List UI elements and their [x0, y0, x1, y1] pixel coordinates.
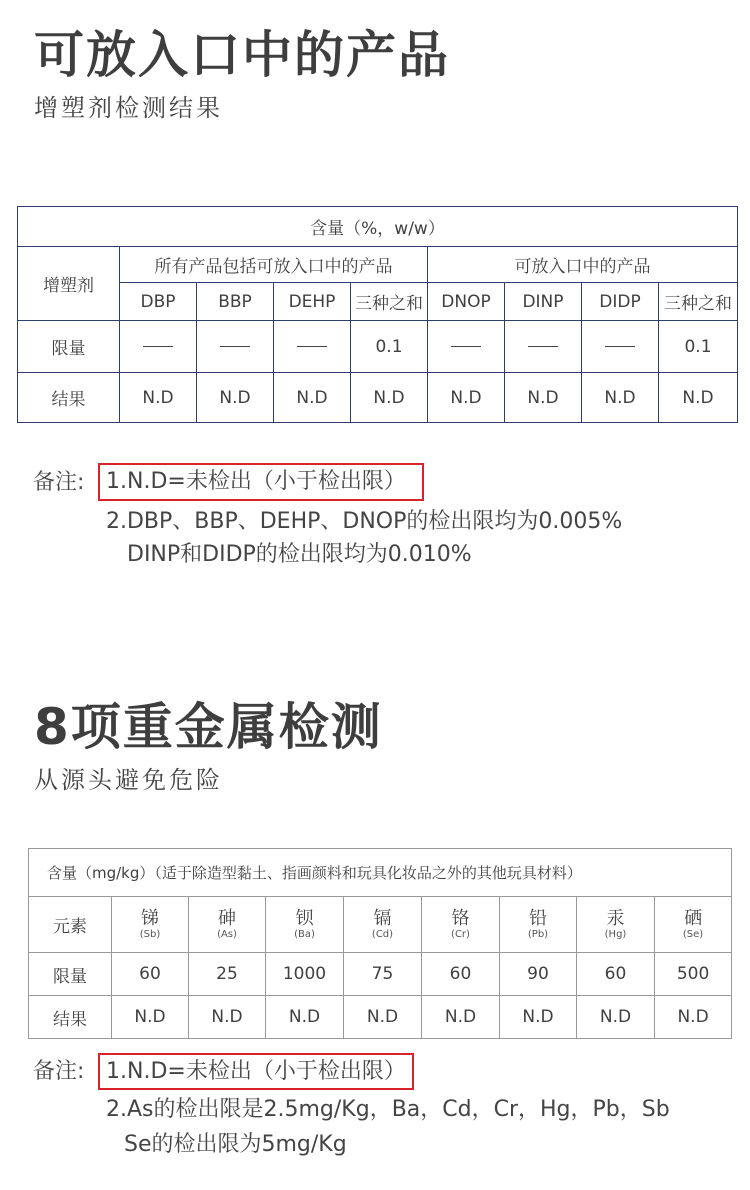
result-cell: N.D: [344, 996, 422, 1039]
column-header: 三种之和: [659, 283, 738, 321]
element-cell: [422, 897, 500, 953]
element-name: 汞: [606, 907, 625, 929]
row-label-limit: 限量: [29, 953, 112, 996]
element-cell: [655, 897, 732, 953]
element-name: 钡: [295, 907, 314, 929]
limit-cell: 0.1: [351, 321, 428, 373]
limit-cell: 60: [422, 953, 500, 996]
row-label-plasticizer: 增塑剂: [18, 247, 120, 321]
element-symbol: (Ba): [294, 928, 315, 940]
note-label: 备注:: [33, 470, 85, 495]
result-cell: N.D: [500, 996, 577, 1039]
limit-cell: [120, 321, 197, 373]
result-cell: N.D: [655, 996, 732, 1039]
column-header: DBP: [120, 283, 197, 321]
table-header: 含量（mg/kg）（适于除造型黏土、指画颜料和玩具化妆品之外的其他玩具材料）: [29, 849, 732, 897]
dash-mark: [451, 346, 481, 348]
element-cell: [577, 897, 655, 953]
column-header: DEHP: [274, 283, 351, 321]
column-header: DINP: [505, 283, 582, 321]
result-cell: N.D: [422, 996, 500, 1039]
dash-mark: [143, 346, 173, 348]
element-name: 铬: [451, 907, 470, 929]
column-header: DNOP: [428, 283, 505, 321]
column-header: DIDP: [582, 283, 659, 321]
note-label: 备注:: [33, 1059, 85, 1084]
group-all-products: 所有产品包括可放入口中的产品: [120, 247, 428, 283]
limit-cell: 25: [189, 953, 266, 996]
result-cell: N.D: [266, 996, 344, 1039]
result-cell: N.D: [577, 996, 655, 1039]
limit-cell: [428, 321, 505, 373]
dash-mark: [220, 346, 250, 348]
element-symbol: (Cd): [371, 928, 394, 940]
section1-subtitle: 增塑剂检测结果: [34, 94, 223, 122]
element-symbol: (As): [217, 928, 237, 940]
result-cell: N.D: [428, 373, 505, 423]
row-label-result: 结果: [29, 996, 112, 1039]
result-cell: N.D: [197, 373, 274, 423]
column-header: 三种之和: [351, 283, 428, 321]
limit-cell: 90: [500, 953, 577, 996]
section1-title: 可放入口中的产品: [34, 26, 450, 84]
plasticizer-table: [17, 206, 738, 423]
dash-mark: [528, 346, 558, 348]
result-cell: N.D: [112, 996, 189, 1039]
note3: DINP和DIDP的检出限均为0.010%: [127, 542, 472, 567]
note2: 2.DBP、BBP、DEHP、DNOP的检出限均为0.005%: [106, 509, 623, 534]
element-name: 砷: [218, 907, 236, 929]
element-symbol: (Cr): [451, 928, 470, 940]
element-name: 锑: [141, 907, 159, 929]
limit-cell: [274, 321, 351, 373]
element-name: 硒: [684, 907, 703, 929]
limit-cell: 0.1: [659, 321, 738, 373]
result-cell: N.D: [351, 373, 428, 423]
limit-cell: [197, 321, 274, 373]
limit-cell: 500: [655, 953, 732, 996]
row-label-element: 元素: [29, 897, 112, 953]
table-header: 含量（%，w/w）: [18, 207, 738, 247]
result-cell: N.D: [659, 373, 738, 423]
element-symbol: (Sb): [139, 928, 161, 940]
dash-mark: [297, 346, 327, 348]
element-symbol: (Pb): [527, 928, 549, 940]
dash-mark: [605, 346, 635, 348]
limit-cell: [505, 321, 582, 373]
element-cell: [266, 897, 344, 953]
heavy-metal-table: [28, 848, 732, 1039]
limit-cell: 1000: [266, 953, 344, 996]
element-name: 镉: [373, 907, 392, 929]
element-cell: [112, 897, 189, 953]
result-cell: N.D: [274, 373, 351, 423]
element-cell: [189, 897, 266, 953]
note3: Se的检出限为5mg/Kg: [124, 1132, 347, 1157]
result-cell: N.D: [505, 373, 582, 423]
limit-cell: 60: [112, 953, 189, 996]
limit-cell: 75: [344, 953, 422, 996]
limit-cell: [582, 321, 659, 373]
row-label-result: 结果: [18, 373, 120, 423]
column-header: BBP: [197, 283, 274, 321]
result-cell: N.D: [189, 996, 266, 1039]
element-symbol: (Se): [682, 928, 704, 940]
limit-cell: 60: [577, 953, 655, 996]
group-mouth-products: 可放入口中的产品: [428, 247, 738, 283]
row-label-limit: 限量: [18, 321, 120, 373]
section2-title: 8项重金属检测: [34, 698, 383, 756]
element-cell: [500, 897, 577, 953]
note1-highlight: 1.N.D=未检出（小于检出限）: [98, 463, 424, 501]
element-name: 铅: [529, 907, 547, 929]
section2-subtitle: 从源头避免危险: [34, 766, 223, 794]
result-cell: N.D: [582, 373, 659, 423]
result-cell: N.D: [120, 373, 197, 423]
element-cell: [344, 897, 422, 953]
note1-highlight: 1.N.D=未检出（小于检出限）: [98, 1053, 414, 1090]
element-symbol: (Hg): [604, 928, 627, 940]
note2: 2.As的检出限是2.5mg/Kg，Ba，Cd，Cr，Hg，Pb，Sb: [106, 1097, 670, 1122]
